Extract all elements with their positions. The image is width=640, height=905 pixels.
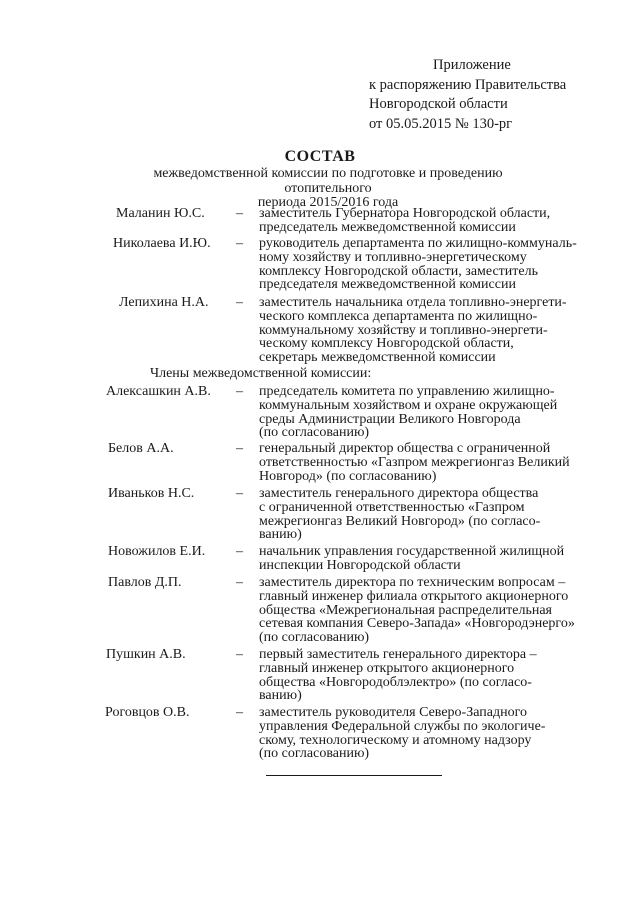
document-title: СОСТАВ bbox=[284, 148, 356, 165]
dash: – bbox=[236, 544, 243, 559]
person-name: Пушкин А.В. bbox=[106, 647, 186, 662]
appendix-line: к распоряжению Правительства bbox=[369, 76, 567, 93]
dash: – bbox=[236, 236, 243, 251]
person-role: заместитель директора по техническим вопросам – главный инженер филиала открытого акционерного общества «Межрегиональная распределительная сетевая компания Северо-Запада» «Новгородэнерго» (по согласованию) bbox=[259, 575, 575, 646]
dash: – bbox=[236, 441, 243, 456]
dash: – bbox=[236, 384, 243, 399]
dash: – bbox=[236, 705, 243, 720]
person-name: Иваньков Н.С. bbox=[108, 486, 195, 501]
person-name: Белов А.А. bbox=[108, 441, 174, 456]
subtitle-line: периода 2015/2016 года bbox=[257, 195, 399, 210]
person-name: Новожилов Е.И. bbox=[108, 544, 206, 559]
dash: – bbox=[236, 647, 243, 662]
dash: – bbox=[236, 486, 243, 501]
appendix-date-line: от 05.05.2015 № 130-рг bbox=[369, 115, 513, 132]
person-role: заместитель руководителя Северо-Западного управления Федеральной службы по экологиче- скому, технологическому и атомному надзору (по согласованию) bbox=[259, 705, 546, 762]
document-subtitle bbox=[118, 167, 538, 211]
appendix-line: Приложение bbox=[433, 57, 511, 73]
person-role: заместитель Губернатора Новгородской области, председатель межведомственной комиссии bbox=[259, 206, 551, 235]
appendix-line: Новгородской области bbox=[369, 96, 508, 112]
dash: – bbox=[236, 295, 243, 310]
person-role: заместитель начальника отдела топливно-энергети- ческого комплекса департамента по жилищно- коммунальному хозяйству и топливно-энергети- ческому комплексу Новгородской области, секретарь межведомственной комиссии bbox=[259, 295, 567, 366]
person-name: Алексашкин А.В. bbox=[106, 384, 211, 399]
person-name: Николаева И.Ю. bbox=[113, 236, 211, 251]
person-name: Павлов Д.П. bbox=[108, 575, 182, 590]
person-role: руководитель департамента по жилищно-коммуналь- ному хозяйству и топливно-энергетическому комплексу Новгородской области, заместитель председателя межведомственной комиссии bbox=[259, 236, 577, 293]
person-role: генеральный директор общества с ограниченной ответственностью «Газпром межрегионгаз Великий Новгород» (по согласованию) bbox=[259, 441, 570, 484]
closing-rule-line bbox=[266, 775, 442, 776]
subtitle-line: межведомственной комиссии по подготовке и проведению отопительного bbox=[153, 166, 503, 196]
person-role: начальник управления государственной жилищной инспекции Новгородской области bbox=[259, 544, 565, 573]
person-role: первый заместитель генерального директора – главный инженер открытого акционерного общества «Новгородоблэлектро» (по согласо- ванию) bbox=[259, 647, 537, 704]
dash: – bbox=[236, 206, 243, 221]
person-role: заместитель генерального директора общества с ограниченной ответственностью «Газпром межрегионгаз Великий Новгород» (по согласо- ванию) bbox=[259, 486, 541, 543]
person-name: Роговцов О.В. bbox=[105, 705, 190, 720]
members-label: Члены межведомственной комиссии: bbox=[150, 366, 372, 381]
dash: – bbox=[236, 575, 243, 590]
appendix-block bbox=[369, 56, 566, 134]
person-name: Маланин Ю.С. bbox=[116, 206, 205, 221]
person-role: председатель комитета по управлению жилищно- коммунальным хозяйством и охране окружающей среды Администрации Великого Новгорода (по согласованию) bbox=[259, 384, 558, 441]
person-name: Лепихина Н.А. bbox=[119, 295, 209, 310]
